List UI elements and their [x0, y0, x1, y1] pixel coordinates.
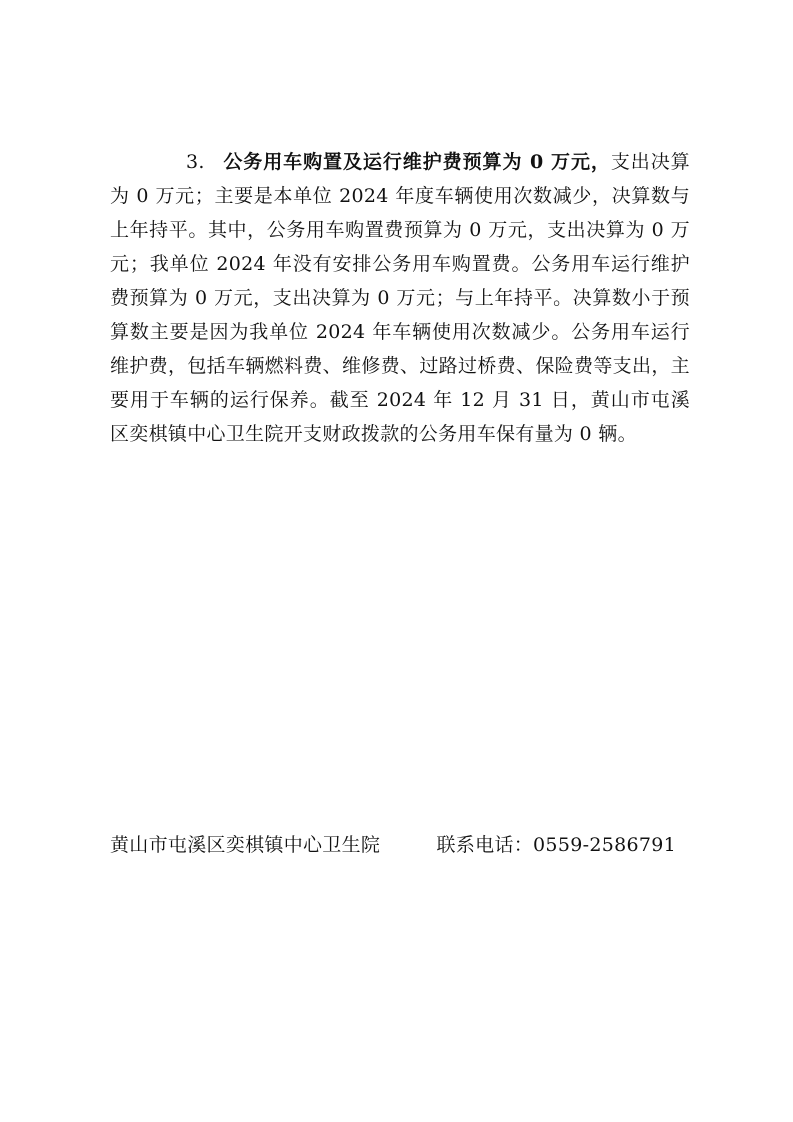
paragraph-number: 3.: [186, 151, 205, 173]
paragraph-heading: 公务用车购置及运行维护费预算为 0 万元，: [222, 151, 611, 173]
footer: [110, 830, 710, 860]
paragraph-body: 支出决算为 0 万元；主要是本单位 2024 年度车辆使用次数减少，决算数与上年持平。其中，公务用车购置费预算为 0 万元，支出决算为 0 万元；我单位 2024 年没有安排公务用车购置费。公务用车运行维护费预算为 0 万元，支出决算为 0 万元；与上年持平。决算数小于预算数主要是因为我单位 2024 年车辆使用次数减少。公务用车运行维护费，包括车辆燃料费、维修费、过路过桥费、保险费等支出，主要用于车辆的运行保养。截至 2024 年 12 月 31 日，黄山市屯溪区奕棋镇中心卫生院开支财政拨款的公务用车保有量为 0 辆。: [110, 151, 690, 445]
footer-contact-phone: 联系电话：0559-2586791: [436, 834, 677, 856]
vehicle-expense-paragraph: [110, 145, 690, 451]
footer-organization: 黄山市屯溪区奕棋镇中心卫生院: [110, 834, 381, 856]
